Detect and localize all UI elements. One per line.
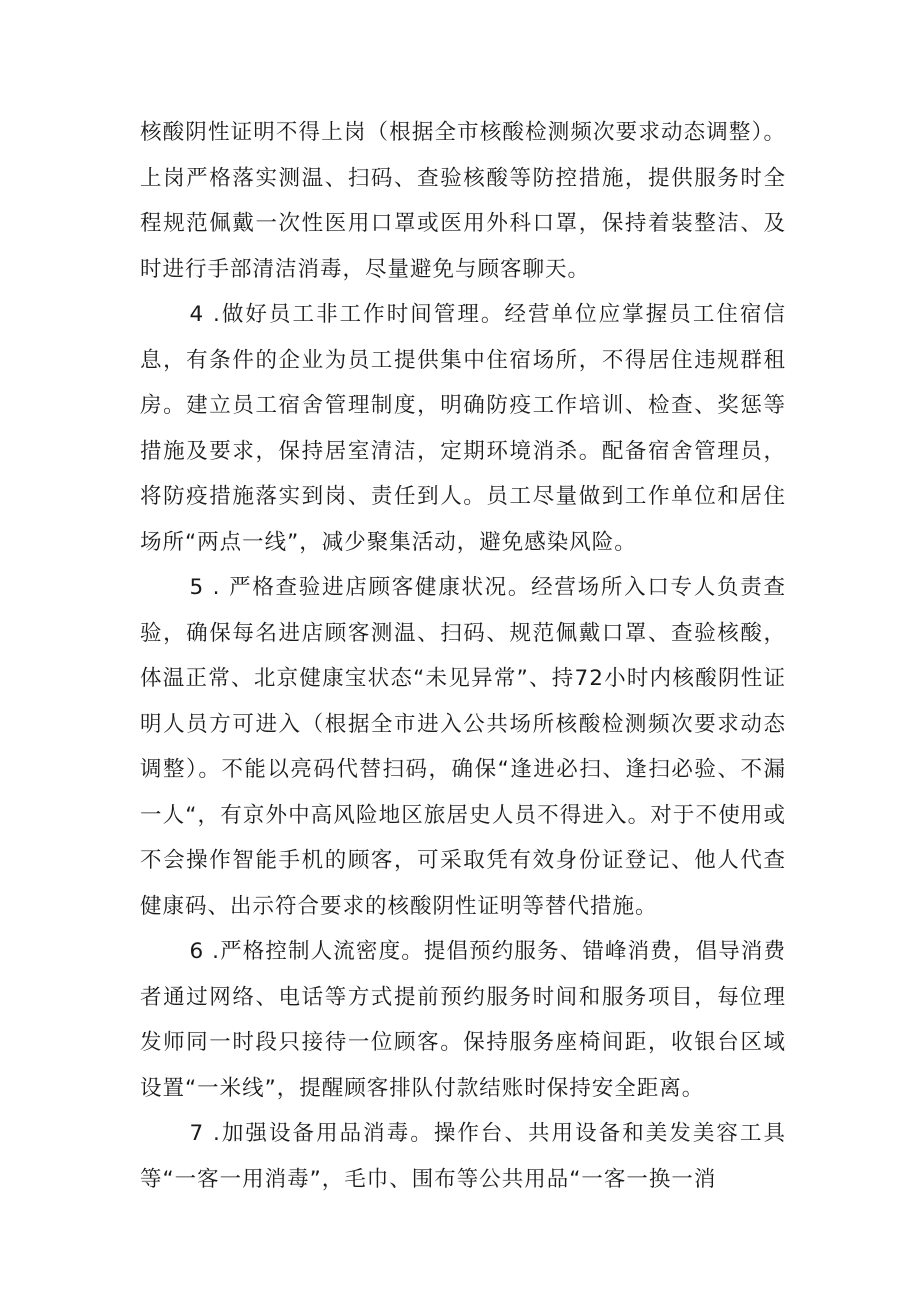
paragraph-item-4: 4 .做好员工非工作时间管理。经营单位应掌握员工住宿信息，有条件的企业为员工提供集中住宿场所，不得居住违规群租房。建立员工宿舍管理制度，明确防疫工作培训、检查、奖惩等措施及要求，保持居室清洁，定期环境消杀。配备宿舍管理员，将防疫措施落实到岗、责任到人。员工尽量做到工作单位和居住场所“两点一线”，减少聚集活动，避免感染风险。 [140, 302, 786, 555]
document-body [140, 110, 786, 1202]
paragraph-item-6: 6 .严格控制人流密度。提倡预约服务、错峰消费，倡导消费者通过网络、电话等方式提前预约服务时间和服务项目，每位理发师同一时段只接待一位顾客。保持服务座椅间距，收银台区域设置“一米线”，提醒顾客排队付款结账时保持安全距离。 [140, 939, 786, 1101]
paragraph-item-7: 7 .加强设备用品消毒。操作台、共用设备和美发美容工具等“一客一用消毒”，毛巾、围布等公共用品“一客一换一消 [140, 1121, 786, 1192]
paragraph-item-5: 5 . 严格查验进店顾客健康状况。经营场所入口专人负责查验，确保每名进店顾客测温、扫码、规范佩戴口罩、查验核酸，体温正常、北京健康宝状态“未见异常”、持72小时内核酸阴性证明人员方可进入（根据全市进入公共场所核酸检测频次要求动态调整）。不能以亮码代替扫码，确保“逢进必扫、逢扫必验、不漏一人“，有京外中高风险地区旅居史人员不得进入。对于不使用或不会操作智能手机的顾客，可采取凭有效身份证登记、他人代查健康码、出示符合要求的核酸阴性证明等替代措施。 [140, 575, 786, 919]
paragraph-continued: 核酸阴性证明不得上岗（根据全市核酸检测频次要求动态调整）。上岗严格落实测温、扫码、查验核酸等防控措施，提供服务时全程规范佩戴一次性医用口罩或医用外科口罩，保持着装整洁、及时进行手部清洁消毒，尽量避免与顾客聊天。 [140, 120, 786, 282]
